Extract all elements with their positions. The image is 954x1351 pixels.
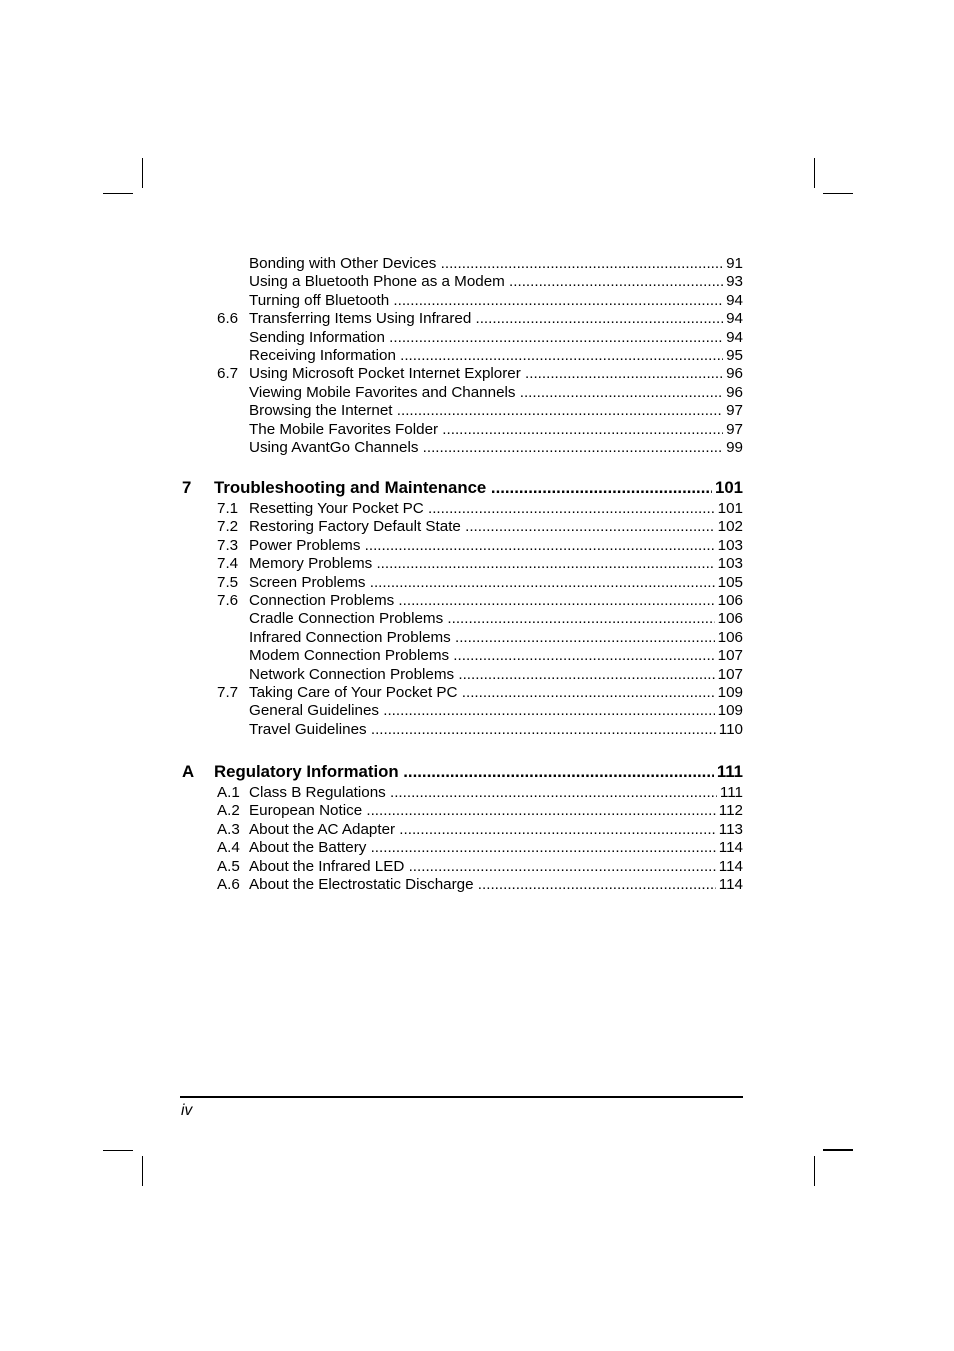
entry-number: A.3 (217, 820, 240, 838)
entry-title: Memory Problems ..... (249, 555, 743, 573)
entry-number: 7.6 (217, 592, 239, 609)
crop-mark-bottom-right-v (814, 1156, 815, 1186)
toc-entry[interactable] (217, 292, 743, 310)
entry-page: 107 (715, 666, 743, 684)
entry-page: 91 (723, 255, 743, 273)
entry-page: 113 (716, 821, 743, 839)
entry-number: 6.6 (217, 310, 239, 328)
toc-entry[interactable] (217, 500, 743, 518)
toc-entry[interactable] (217, 821, 743, 839)
toc-entry[interactable] (217, 384, 743, 402)
crop-mark-top-right-h (823, 193, 853, 194)
entry-page: 99 (723, 439, 743, 457)
toc-entry[interactable] (217, 574, 743, 592)
entry-number: A.1 (217, 784, 240, 801)
entry-page: 106 (715, 610, 743, 628)
chapter-page: 111 (714, 761, 743, 782)
entry-title: Receiving Information ..... (249, 347, 743, 365)
toc-entry[interactable] (217, 666, 743, 684)
entry-title: Taking Care of Your Pocket PC ..... (249, 684, 743, 702)
entry-title: Transferring Items Using Infrared ..... (249, 310, 743, 328)
toc-entry[interactable] (217, 402, 743, 420)
toc-entry[interactable] (217, 439, 743, 457)
crop-mark-top-left-v (142, 158, 143, 188)
entry-page: 111 (717, 784, 743, 802)
entry-page: 94 (723, 329, 743, 347)
entry-page: 93 (723, 273, 743, 291)
entry-page: 94 (723, 310, 743, 328)
crop-mark-bottom-left-v (142, 1156, 143, 1186)
entry-number: 7.5 (217, 573, 239, 591)
toc-entry[interactable] (217, 518, 743, 536)
entry-page: 106 (715, 629, 743, 647)
toc-entry[interactable] (217, 537, 743, 555)
page-number: iv (181, 1102, 193, 1119)
toc-entry[interactable] (217, 702, 743, 720)
entry-page: 102 (715, 518, 743, 536)
entry-title: Viewing Mobile Favorites and Channels ..... (249, 384, 743, 402)
entry-page: 114 (716, 839, 743, 857)
entry-page: 96 (723, 384, 743, 402)
entry-page: 96 (723, 365, 743, 383)
entry-title: Using Microsoft Pocket Internet Explorer ..... (249, 365, 743, 383)
entry-title: Resetting Your Pocket PC ..... (249, 500, 743, 518)
entry-page: 107 (715, 647, 743, 665)
entry-title: Restoring Factory Default State ..... (249, 518, 743, 536)
entry-number: 7.1 (217, 500, 239, 517)
entry-number: 7.4 (217, 555, 239, 573)
chapter-number: A (182, 762, 195, 781)
chapter-title: Troubleshooting and Maintenance ..... (214, 477, 743, 498)
entry-page: 97 (723, 421, 743, 439)
crop-mark-bottom-right-h (823, 1149, 853, 1151)
entry-page: 97 (723, 402, 743, 420)
entry-title: Class B Regulations ..... (249, 784, 743, 802)
toc-entry[interactable] (217, 610, 743, 628)
entry-page: 103 (715, 537, 743, 555)
entry-title: Browsing the Internet ..... (249, 402, 743, 420)
toc-entry[interactable] (217, 629, 743, 647)
entry-number: 6.7 (217, 365, 239, 383)
entry-title: About the Infrared LED ..... (249, 858, 743, 876)
entry-title: Sending Information ..... (249, 329, 743, 347)
entry-page: 109 (715, 702, 743, 720)
entry-page: 114 (716, 876, 743, 894)
toc-entry[interactable] (217, 684, 743, 702)
entry-number: A.4 (217, 839, 240, 857)
chapter-heading[interactable] (182, 761, 743, 782)
toc-entry[interactable] (217, 647, 743, 665)
entry-page: 103 (715, 555, 743, 573)
crop-mark-top-left-h (103, 193, 133, 194)
entry-page: 105 (715, 574, 743, 592)
entry-title: Network Connection Problems ..... (249, 666, 743, 684)
entry-page: 95 (723, 347, 743, 365)
entry-title: Cradle Connection Problems ..... (249, 610, 743, 628)
toc-entry[interactable] (217, 329, 743, 347)
entry-title: Turning off Bluetooth ..... (249, 292, 743, 310)
entry-page: 114 (716, 858, 743, 876)
entry-title: Power Problems ..... (249, 537, 743, 555)
toc-entry[interactable] (217, 365, 743, 383)
entry-number: A.2 (217, 802, 240, 820)
crop-mark-bottom-left-h (103, 1150, 133, 1151)
entry-title: European Notice ..... (249, 802, 743, 820)
crop-mark-top-right-v (814, 158, 815, 188)
toc-entry[interactable] (217, 876, 743, 894)
toc-entry[interactable] (217, 273, 743, 291)
entry-page: 101 (715, 500, 743, 518)
toc-entry[interactable] (217, 802, 743, 820)
entry-number: A.5 (217, 857, 240, 875)
chapter-heading[interactable] (182, 477, 743, 498)
toc-entry[interactable] (217, 555, 743, 573)
entry-title: Infrared Connection Problems ..... (249, 629, 743, 647)
entry-title: Screen Problems ..... (249, 574, 743, 592)
toc-entry[interactable] (217, 255, 743, 273)
entry-title: General Guidelines ..... (249, 702, 743, 720)
toc-entry[interactable] (217, 310, 743, 328)
entry-title: The Mobile Favorites Folder ..... (249, 421, 743, 439)
chapter-title: Regulatory Information ..... (214, 761, 743, 782)
toc-entry[interactable] (217, 839, 743, 857)
footer-rule (180, 1096, 743, 1098)
entry-number: 7.3 (217, 536, 239, 554)
entry-number: 7.7 (217, 684, 239, 701)
toc-entry[interactable] (217, 421, 743, 439)
entry-title: Using AvantGo Channels ..... (249, 439, 743, 457)
entry-page: 109 (715, 684, 743, 702)
entry-page: 106 (715, 592, 743, 610)
toc-entry[interactable] (217, 721, 743, 739)
entry-title: Modem Connection Problems ..... (249, 647, 743, 665)
entry-page: 94 (723, 292, 743, 310)
entry-title: About the Electrostatic Discharge ..... (249, 876, 743, 894)
entry-number: A.6 (217, 876, 240, 893)
entry-title: Using a Bluetooth Phone as a Modem ..... (249, 273, 743, 291)
entry-title: About the Battery ..... (249, 839, 743, 857)
chapter-page: 101 (712, 477, 743, 498)
toc-entry[interactable] (217, 858, 743, 876)
entry-title: Connection Problems ..... (249, 592, 743, 610)
entry-title: Bonding with Other Devices ..... (249, 255, 743, 273)
entry-number: 7.2 (217, 518, 239, 536)
entry-page: 110 (716, 721, 743, 739)
entry-title: Travel Guidelines ..... (249, 721, 743, 739)
toc-entry[interactable] (217, 784, 743, 802)
entry-page: 112 (716, 802, 743, 820)
chapter-number: 7 (182, 478, 192, 497)
toc-entry[interactable] (217, 347, 743, 365)
toc-entry[interactable] (217, 592, 743, 610)
entry-title: About the AC Adapter ..... (249, 821, 743, 839)
